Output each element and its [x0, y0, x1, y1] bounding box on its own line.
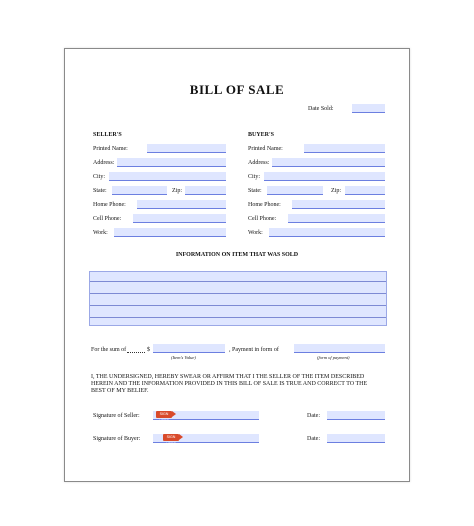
buyer-printed-name-field[interactable]	[304, 144, 385, 153]
item-line	[90, 317, 386, 318]
buyer-work-label: Work:	[248, 230, 263, 236]
seller-date-label: Date:	[307, 413, 320, 419]
buyer-date-label: Date:	[307, 436, 320, 442]
buyer-city-field[interactable]	[264, 172, 385, 181]
item-line	[90, 305, 386, 306]
buyer-address-label: Address:	[248, 160, 270, 166]
buyer-signature-label: Signature of Buyer:	[93, 436, 141, 442]
seller-signature-label: Signature of Seller:	[93, 413, 140, 419]
buyer-sign-here-tag: SIGN HERE	[163, 434, 179, 441]
buyer-state-label: State:	[248, 188, 262, 194]
buyer-printed-name-label: Printed Name:	[248, 146, 283, 152]
seller-state-label: State:	[93, 188, 107, 194]
seller-cell-phone-field[interactable]	[133, 214, 226, 223]
buyer-date-field[interactable]	[327, 434, 385, 443]
payment-caption: (form of payment)	[317, 355, 350, 360]
buyer-cell-phone-label: Cell Phone:	[248, 216, 277, 222]
sum-dotted-leader	[127, 346, 145, 353]
buyer-cell-phone-field[interactable]	[288, 214, 385, 223]
payment-label: , Payment in form of	[229, 347, 279, 353]
item-line	[90, 293, 386, 294]
seller-home-phone-label: Home Phone:	[93, 202, 126, 208]
item-description-field[interactable]	[89, 271, 387, 326]
bill-of-sale-page	[64, 48, 410, 482]
buyer-home-phone-field[interactable]	[292, 200, 385, 209]
buyer-city-label: City:	[248, 174, 261, 180]
seller-date-field[interactable]	[327, 411, 385, 420]
buyer-address-field[interactable]	[272, 158, 385, 167]
seller-address-label: Address:	[93, 160, 115, 166]
seller-address-field[interactable]	[117, 158, 226, 167]
seller-city-field[interactable]	[109, 172, 226, 181]
seller-printed-name-label: Printed Name:	[93, 146, 128, 152]
seller-sign-here-tag: SIGN HERE	[156, 411, 172, 418]
seller-heading: SELLER'S	[93, 132, 122, 138]
sum-label: For the sum of	[91, 347, 127, 353]
buyer-zip-field[interactable]	[345, 186, 385, 195]
seller-home-phone-field[interactable]	[137, 200, 226, 209]
seller-zip-field[interactable]	[185, 186, 226, 195]
seller-work-label: Work:	[93, 230, 108, 236]
certification-text: I, THE UNDERSIGNED, HEREBY SWEAR OR AFFIRM THAT I THE SELLER OF THE ITEM DESCRIBED HEREIN AND THE INFORMATION PROVIDED IN THIS BILL OF SALE IS TRUE AND CORRECT TO THE BEST OF MY BELIEF.	[91, 374, 368, 394]
date-sold-field[interactable]	[352, 104, 385, 113]
buyer-state-field[interactable]	[267, 186, 323, 195]
seller-state-field[interactable]	[112, 186, 167, 195]
item-value-caption: (Item's Value)	[171, 355, 196, 360]
seller-work-field[interactable]	[114, 228, 226, 237]
seller-city-label: City:	[93, 174, 106, 180]
buyer-zip-label: Zip:	[331, 188, 341, 194]
buyer-heading: BUYER'S	[248, 132, 275, 138]
payment-form-field[interactable]	[294, 344, 385, 353]
buyer-home-phone-label: Home Phone:	[248, 202, 281, 208]
document-title: BILL OF SALE	[189, 82, 285, 97]
date-sold-label: Date Sold:	[308, 106, 334, 112]
item-info-heading: INFORMATION ON ITEM THAT WAS SOLD	[175, 252, 299, 258]
seller-printed-name-field[interactable]	[147, 144, 226, 153]
seller-cell-phone-label: Cell Phone:	[93, 216, 122, 222]
seller-zip-label: Zip:	[172, 188, 182, 194]
item-value-field[interactable]	[153, 344, 225, 353]
buyer-work-field[interactable]	[269, 228, 385, 237]
dollar-sign: $	[147, 347, 150, 353]
item-line	[90, 281, 386, 282]
